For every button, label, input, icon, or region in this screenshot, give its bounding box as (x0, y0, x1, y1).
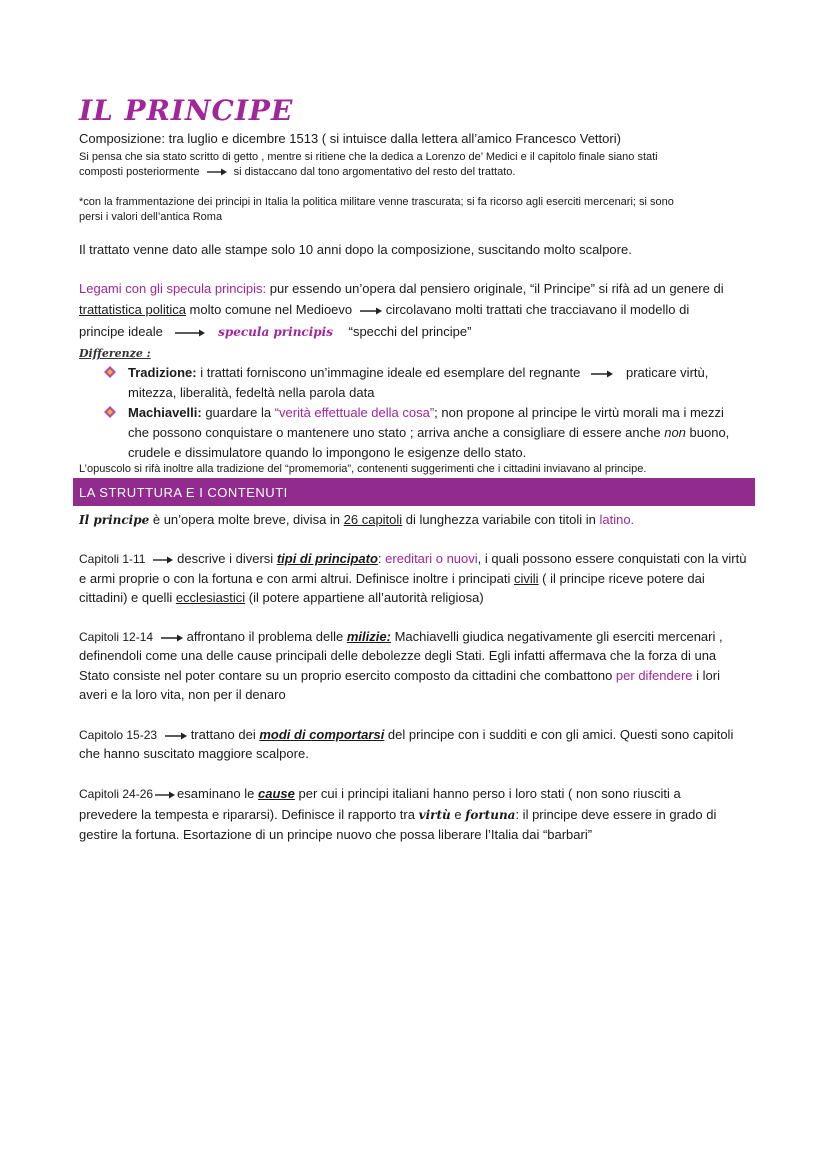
chapter-label: Capitoli 24-26 (79, 787, 154, 801)
diamond-bullet-icon (104, 406, 116, 418)
chapter-label: Capitoli 1-11 (79, 552, 146, 566)
chapter-label: Capitolo 15-23 (79, 728, 158, 742)
stampa-paragraph: Il trattato venne dato alle stampe solo 10 anni dopo la composizione, suscitando molto scalpore. (79, 242, 632, 257)
bullet-label: Machiavelli: (128, 405, 202, 420)
text-fragment: 26 capitoli (343, 512, 403, 527)
capitoli-24-26-line-2 (79, 807, 716, 822)
text-fragment: ereditari o nuovi (385, 551, 478, 566)
capitoli-12-14-line-3 (79, 668, 720, 683)
note-line: *con la frammentazione dei principi in Italia la politica militare venne trascurata; si fa ricorso agli eserciti mercenari; si sono (79, 196, 674, 208)
text-fragment: cittadini) e quelli (79, 590, 176, 605)
specula-principis: specula principis (218, 325, 333, 339)
text-fragment: : (377, 551, 386, 566)
arrow-right-icon (206, 168, 228, 176)
text-fragment: , i quali possono essere conquistati con la virtù (477, 551, 747, 566)
text-fragment: e armi proprie o con la fortuna e con armi altrui. Definisce inoltre i principati (79, 571, 514, 586)
legami-line-2 (79, 302, 689, 317)
text-fragment: che possono conquistare o mantenere uno stato ; arriva anche a consigliare di essere anche (128, 425, 665, 440)
bullet-machiavelli (128, 405, 724, 420)
arrow-right-icon (174, 329, 206, 337)
note-line-2: persi i valori dell’antica Roma (79, 211, 223, 223)
legami-label: Legami con gli specula principis: (79, 281, 267, 296)
text-fragment: modi di comportarsi (259, 727, 385, 742)
text-fragment: Il principe (79, 513, 150, 527)
text-fragment: molto comune nel Medioevo (185, 302, 353, 317)
text-fragment: milizie: (346, 629, 391, 644)
legami-line-3 (79, 324, 471, 339)
legami-line-1 (79, 281, 724, 296)
text-fragment: prevedere la tempesta e ripararsi). Definisce il rapporto tra (79, 807, 419, 822)
text-fragment: cause (258, 786, 295, 801)
text-fragment: non (664, 425, 686, 440)
text-fragment: tipi di principato (276, 551, 378, 566)
text-fragment: fortuna (465, 808, 516, 822)
differenze-heading: Differenze : (79, 347, 151, 360)
capitoli-24-26-line-3: gestire la fortuna. Esortazione di un principe nuovo che possa liberare l’Italia dai “barbari” (79, 827, 593, 842)
composizione-line: Composizione: tra luglio e dicembre 1513 ( si intuisce dalla lettera all’amico Francesco Vettori) (79, 131, 621, 146)
text-fragment: circolavano molti trattati che tracciavano il modello di (385, 302, 690, 317)
text-fragment: ; non propone al principe le virtù morali ma i mezzi (434, 405, 724, 420)
arrow-right-icon (154, 791, 176, 799)
text-fragment: per cui i principi italiani hanno perso i loro stati ( non sono riusciti a (294, 786, 681, 801)
section-banner-title: LA STRUTTURA E I CONTENUTI (79, 485, 288, 500)
page-title: IL PRINCIPE (79, 94, 294, 127)
capitoli-1-11-line-1 (79, 551, 746, 566)
bullet-label: Tradizione: (128, 365, 197, 380)
text-fragment: (il potere appartiene all’autorità religiosa) (245, 590, 484, 605)
text-fragment: praticare virtù, (625, 365, 709, 380)
text-fragment: virtù (418, 808, 451, 822)
text-fragment: guardare la (201, 405, 275, 420)
composizione-line-3 (79, 166, 515, 178)
text-fragment: principe ideale (79, 324, 163, 339)
text-fragment: Stato consiste nel poter contare su un proprio esercito composto da cittadini che combattono (79, 668, 616, 683)
text-fragment: composti posteriormente (79, 166, 200, 178)
arrow-right-icon (160, 634, 184, 642)
bullet-machiavelli-line-3: crudele e dissimulatore quando lo impongono le esigenze dello stato. (128, 445, 527, 460)
capitoli-1-11-line-2 (79, 571, 705, 586)
capitoli-24-26-line-1 (79, 786, 681, 801)
struttura-intro (79, 512, 634, 527)
section-banner (73, 478, 755, 506)
arrow-right-icon (152, 556, 174, 564)
capitoli-12-14-line-1 (79, 629, 723, 644)
text-fragment: latino. (599, 512, 635, 527)
text-fragment: i trattati forniscono un’immagine ideale ed esemplare del regnante (196, 365, 581, 380)
text-fragment: ecclesiastici (175, 590, 246, 605)
text-fragment: trattano dei (190, 727, 260, 742)
text-fragment: : il principe deve essere in grado di (515, 807, 717, 822)
text-fragment: buono, (685, 425, 730, 440)
text-fragment: “specchi del principe” (348, 324, 472, 339)
arrow-right-icon (359, 307, 383, 315)
text-fragment: trattatistica politica (79, 302, 186, 317)
text-fragment: del principe con i sudditi e con gli amici. Questi sono capitoli (384, 727, 734, 742)
text-fragment: di lunghezza variabile con titoli in (402, 512, 600, 527)
chapter-label: Capitoli 12-14 (79, 630, 154, 644)
composizione-line-2: Si pensa che sia stato scritto di getto , mentre si ritiene che la dedica a Lorenzo de’ Medici e il capitolo finale siano stati (79, 151, 658, 163)
text-fragment: esaminano le (177, 786, 258, 801)
capitoli-12-14-line-2: definendoli come una delle cause principali delle debolezze degli Stati. Egli infatti affermava che la forza di una (79, 648, 717, 663)
text-fragment: ( il principe riceve potere dai (538, 571, 705, 586)
text-fragment: i lori (692, 668, 720, 683)
diamond-bullet-icon (104, 366, 116, 378)
arrow-right-icon (164, 732, 188, 740)
arrow-right-icon (590, 370, 614, 378)
text-fragment: affrontano il problema delle (186, 629, 347, 644)
text-fragment: pur essendo un’opera dal pensiero originale, “il Principe” si rifà ad un genere di (266, 281, 724, 296)
opuscolo-line: L’opuscolo si rifà inoltre alla tradizione del “promemoria”, contenenti suggerimenti che i cittadini inviavano al principe. (79, 463, 647, 475)
text-fragment: è un’opera molte breve, divisa in (149, 512, 344, 527)
bullet-tradizione (128, 365, 708, 380)
capitolo-15-23-line-2: che hanno suscitato maggiore scalpore. (79, 746, 309, 761)
text-fragment: civili (513, 571, 539, 586)
capitoli-12-14-line-4: averi e la loro vita, non per il denaro (79, 687, 286, 702)
text-fragment: descrive i diversi (177, 551, 277, 566)
bullet-machiavelli-line-2 (128, 425, 729, 440)
text-fragment: e (450, 807, 466, 822)
text-fragment: Machiavelli giudica negativamente gli eserciti mercenari , (390, 629, 723, 644)
text-fragment: per difendere (615, 668, 693, 683)
capitoli-1-11-line-3 (79, 590, 484, 605)
verita-effettuale: “verità effettuale della cosa” (274, 405, 435, 420)
text-fragment: si distaccano dal tono argomentativo del resto del trattato. (233, 166, 516, 178)
capitolo-15-23-line-1 (79, 727, 733, 742)
bullet-tradizione-line-2: mitezza, liberalità, fedeltà nella parola data (128, 385, 375, 400)
